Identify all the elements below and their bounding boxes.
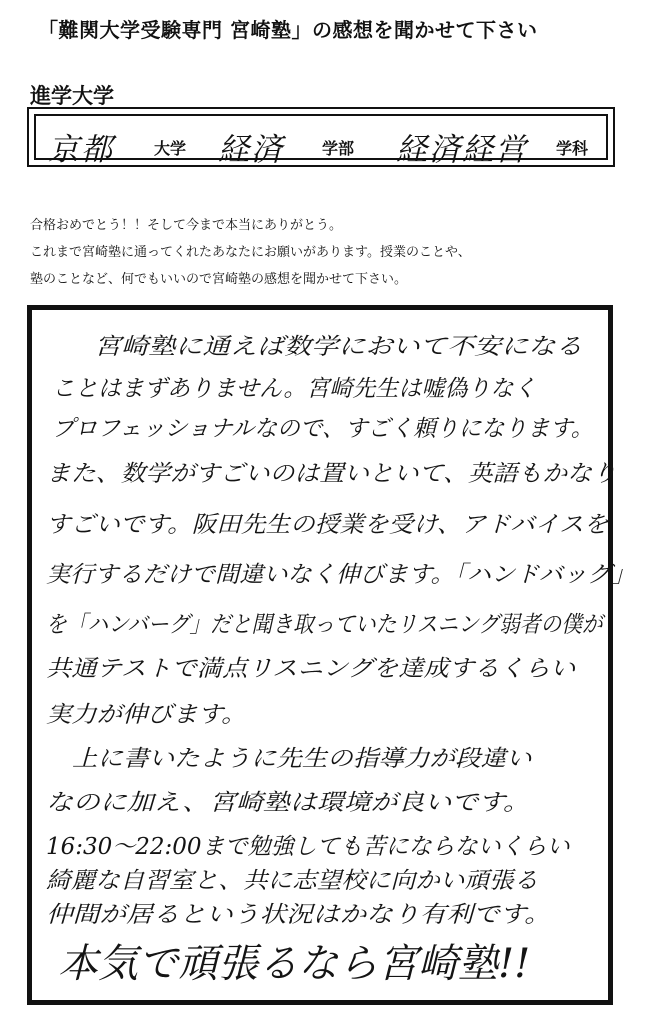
university-form-box [27,107,615,167]
university-value: 京都 [48,132,114,168]
comment-line: 宮崎塾に通えば数学において不安になる [94,334,583,360]
page-title: 「難関大学受験専門 宮崎塾」の感想を聞かせて下さい [38,18,538,42]
comment-line: 実行するだけで間違いなく伸びます。「ハンドバッグ」 [46,562,636,588]
faculty-label: 学部 [322,139,355,158]
comment-line: を「ハンバーグ」だと聞き取っていたリスニング弱者の僕が [46,612,603,638]
intro-line: 合格おめでとう！！そして今まで本当にありがとう。 [30,218,343,233]
comment-line: なのに加え、宮崎塾は環境が良いです。 [46,790,530,816]
comment-line: 実力が伸びます。 [46,702,247,728]
comment-line: 上に書いたように先生の指導力が段違い [72,746,532,772]
faculty-value: 経済 [218,132,284,168]
intro-line: これまで宮崎塾に通ってくれたあなたにお願いがあります。授業のことや、 [30,245,471,260]
comment-line: 綺麗な自習室と、共に志望校に向かい頑張る [46,868,539,894]
comment-final-line: 本気で頑張るなら宮崎塾!! [58,941,531,987]
university-form-inner-border [34,114,608,168]
comment-line: また、数学がすごいのは置いといて、英語もかなり [46,461,617,487]
comment-line: すごいです。阪田先生の授業を受け、アドバイスを [46,512,609,538]
comment-line: 仲間が居るという状況はかなり有利です。 [46,902,551,928]
comment-line: 16:30〜22:00まで勉強しても苦にならないくらい [46,834,570,860]
comment-line: 共通テストで満点リスニングを達成するくらい [46,656,576,682]
comment-line: プロフェッショナルなので、すごく頼りになります。 [52,416,594,442]
comment-line: ことはまずありません。宮崎先生は嘘偽りなく [52,376,537,402]
department-value: 経済経営 [396,132,528,168]
department-label: 学科 [556,139,589,158]
intro-line: 塾のことなど、何でもいいので宮崎塾の感想を聞かせて下さい。 [30,272,408,287]
intro-message [30,212,630,293]
comment-box [27,305,636,1005]
university-heading: 進学大学 [30,84,114,108]
university-label: 大学 [154,139,187,158]
